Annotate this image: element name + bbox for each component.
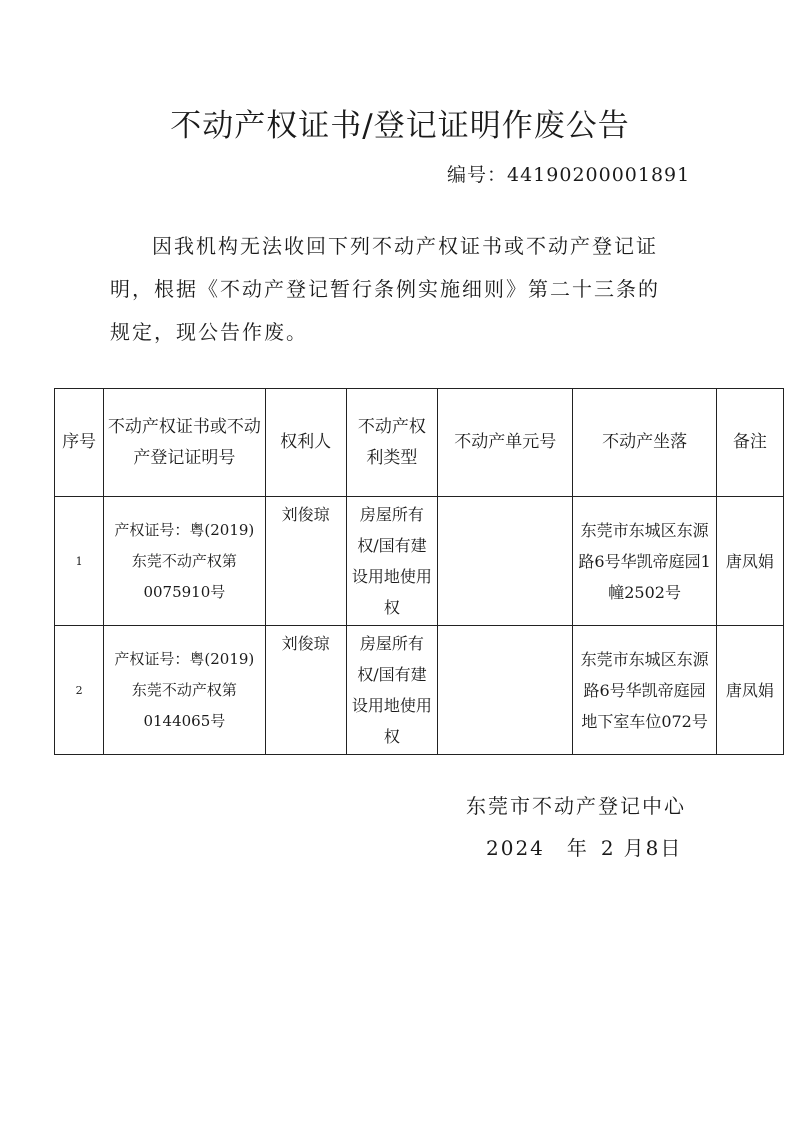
- header-unit-number: 不动产单元号: [438, 389, 573, 497]
- date-month: 2: [600, 836, 616, 860]
- table-row: [55, 626, 784, 755]
- header-note: 备注: [716, 389, 783, 497]
- cell-note: 唐凤娟: [716, 626, 783, 755]
- table-row: [55, 497, 784, 626]
- cell-certificate-number: 产权证号：粤(2019)东莞不动产权第0075910号: [104, 497, 265, 626]
- date-year-unit: 年: [566, 836, 589, 860]
- cell-holder: 刘俊琼: [265, 626, 346, 755]
- notice-text: 因我机构无法收回下列不动产权证书或不动产登记证明，根据《不动产登记暂行条例实施细则》第二十三条的规定，现公告作废。: [110, 234, 660, 344]
- header-seq: 序号: [55, 389, 104, 497]
- date-year: 2024: [486, 836, 545, 860]
- date-month-unit: 月: [623, 836, 646, 860]
- cell-certificate-number: 产权证号：粤(2019)东莞不动产权第0144065号: [104, 626, 265, 755]
- cell-location: 东莞市东城区东源路6号华凯帝庭园地下室车位072号: [573, 626, 716, 755]
- date-day-unit: 日: [660, 836, 683, 860]
- cell-unit-number: [438, 497, 573, 626]
- header-location: 不动产坐落: [573, 389, 716, 497]
- notice-body: [110, 225, 680, 354]
- cell-unit-number: [438, 626, 573, 755]
- table-header-row: [55, 389, 784, 497]
- document-number: 编号：44190200001891: [447, 164, 691, 186]
- cell-location: 东莞市东城区东源路6号华凯帝庭园1幢2502号: [573, 497, 716, 626]
- notice-title: 不动产权证书/登记证明作废公告: [170, 108, 630, 144]
- cell-right-type: 房屋所有权/国有建设用地使用权: [346, 497, 437, 626]
- cell-note: 唐凤娟: [716, 497, 783, 626]
- cell-holder: 刘俊琼: [265, 497, 346, 626]
- date-day: 8: [645, 836, 661, 860]
- voided-certificates-table: [54, 388, 784, 755]
- header-right-type: 不动产权利类型: [346, 389, 437, 497]
- header-holder: 权利人: [265, 389, 346, 497]
- issue-date: [486, 832, 682, 861]
- issuer-name: 东莞市不动产登记中心: [466, 794, 686, 818]
- header-certificate-number: 不动产权证书或不动产登记证明号: [104, 389, 265, 497]
- cell-right-type: 房屋所有权/国有建设用地使用权: [346, 626, 437, 755]
- cell-seq: 1: [55, 497, 104, 626]
- cell-seq: 2: [55, 626, 104, 755]
